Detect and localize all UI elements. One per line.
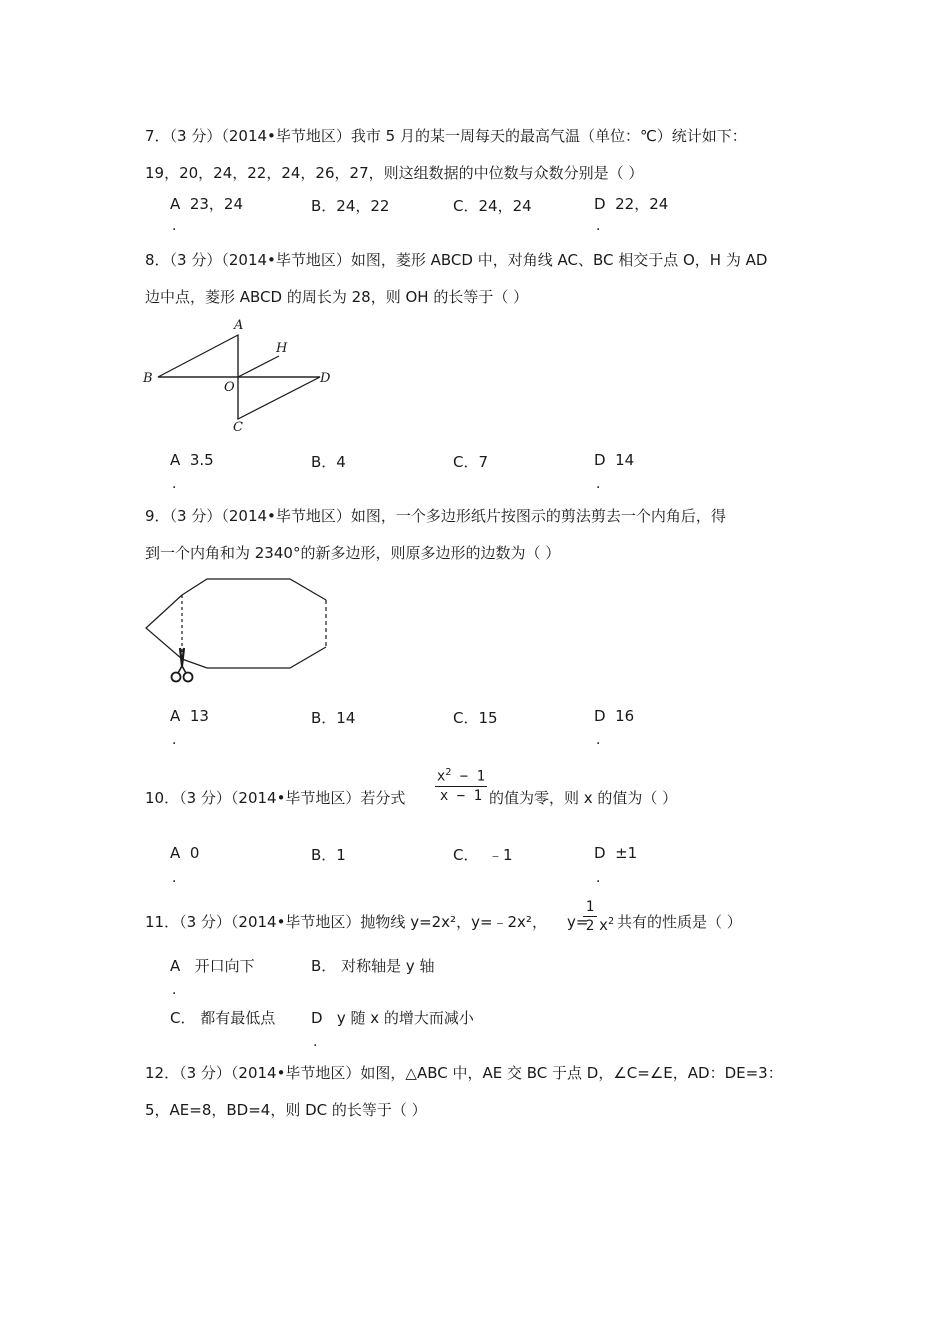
q8-option-a[interactable]: A 3.5 (170, 451, 214, 469)
q9-option-a-dot: . (172, 732, 177, 748)
q8-option-b[interactable]: B．4 (311, 453, 346, 471)
q7-text-line2: 19，20，24，22，24，26，27，则这组数据的中位数与众数分别是（ ） (145, 164, 644, 182)
q7-option-c[interactable]: C．24，24 (453, 197, 532, 215)
q9-option-a[interactable]: A 13 (170, 707, 209, 725)
q11-option-d-dot: . (313, 1034, 318, 1050)
label-o: O (224, 380, 235, 395)
q9-text-line2: 到一个内角和为 2340°的新多边形，则原多边形的边数为（ ） (145, 544, 561, 562)
q8-option-c[interactable]: C．7 (453, 453, 489, 471)
q11-option-b[interactable]: B． 对称轴是 y 轴 (311, 957, 435, 975)
q9-option-b[interactable]: B．14 (311, 709, 356, 727)
label-h: H (276, 341, 288, 356)
q10-fraction-numerator: $x^2 - 1$ (436, 767, 486, 785)
q11-fraction-denominator: 2 (585, 918, 595, 934)
segment-oh (238, 356, 279, 377)
q10-text-suffix: 的值为零，则 x 的值为（ ） (489, 789, 678, 807)
q11-fraction (583, 898, 597, 935)
q11-y-equals: y= (567, 913, 589, 931)
q7-option-a[interactable]: A 23，24 (170, 195, 243, 213)
q11-x-squared: $x^2$ (599, 916, 615, 934)
label-d: D (320, 371, 331, 386)
cut-corner (146, 595, 182, 659)
q8-option-d[interactable]: D 14 (594, 451, 635, 469)
q10-option-d[interactable]: D ±1 (594, 844, 638, 862)
q9-option-d[interactable]: D 16 (594, 707, 635, 725)
q11-option-d[interactable]: D y 随 x 的增大而减小 (311, 1009, 474, 1027)
q9-option-d-dot: . (596, 732, 601, 748)
q8-option-d-dot: . (596, 476, 601, 492)
q9-option-c[interactable]: C．15 (453, 709, 498, 727)
rhombus-figure (140, 315, 340, 435)
q7-option-a-dot: . (172, 218, 177, 234)
q7-text-line1: 7．（3 分）（2014•毕节地区）我市 5 月的某一周每天的最高气温（单位：℃）统计如下： (145, 127, 747, 145)
label-c: C (233, 420, 243, 435)
q10-option-a-dot: . (172, 870, 177, 886)
q10-option-a[interactable]: A 0 (170, 844, 200, 862)
q7-option-b[interactable]: B．24，22 (311, 197, 390, 215)
q10-option-c[interactable]: C． ﹣1 (453, 846, 513, 864)
q11-option-c[interactable]: C． 都有最低点 (170, 1009, 276, 1027)
q8-text-line2: 边中点，菱形 ABCD 的周长为 28，则 OH 的长等于（ ） (145, 288, 529, 306)
q11-option-a-dot: . (172, 982, 177, 998)
q10-option-d-dot: . (596, 870, 601, 886)
q9-text-line1: 9．（3 分）（2014•毕节地区）如图，一个多边形纸片按图示的剪法剪去一个内角后，得 (145, 507, 726, 525)
q7-option-d-dot: . (596, 218, 601, 234)
q8-option-a-dot: . (172, 476, 177, 492)
q11-fraction-numerator: 1 (585, 899, 595, 915)
label-a: A (234, 318, 244, 333)
q8-text-line1: 8．（3 分）（2014•毕节地区）如图，菱形 ABCD 中，对角线 AC、BC 相交于点 O，H 为 AD (145, 251, 768, 269)
polygon-bottom-edges (182, 647, 326, 668)
q12-text-line2: 5，AE=8，BD=4，则 DC 的长等于（ ） (145, 1101, 427, 1119)
q10-fraction (435, 764, 487, 805)
q10-text-prefix: 10．（3 分）（2014•毕节地区）若分式 (145, 789, 406, 807)
q10-fraction-denominator: x − 1 (439, 787, 483, 804)
q12-text-line1: 12．（3 分）（2014•毕节地区）如图，△ABC 中，AE 交 BC 于点 D，∠C=∠E，AD：DE=3： (145, 1064, 783, 1082)
label-b: B (143, 371, 153, 386)
polygon-top-edges (182, 579, 326, 600)
q10-option-b[interactable]: B．1 (311, 846, 346, 864)
q11-text-suffix: 共有的性质是（ ） (617, 913, 742, 931)
q11-text-prefix: 11．（3 分）（2014•毕节地区）抛物线 y=2x²，y=﹣2x²， (145, 913, 547, 931)
polygon-figure (140, 570, 340, 690)
q11-option-a[interactable]: A 开口向下 (170, 957, 255, 975)
q7-option-d[interactable]: D 22，24 (594, 195, 669, 213)
